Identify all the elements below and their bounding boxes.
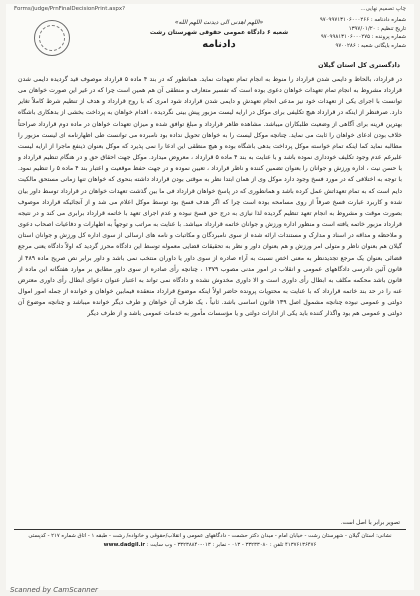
certified-copy-note: تصویر برابر با اصل است. [340,520,400,526]
url-bar [14,6,406,12]
verdict-number: شماره دادنامه : ۹۷۰۹۹۷۱۳۱۰۶۰۰۰۲۶۶ [319,17,406,23]
stamp-inner-ring [39,25,65,51]
footer-address: نشانی: استان گیلان - شهرستان رشت - خیابان امام - میدان دکتر حشمت - دادگاههای عمومی و انقلاب/حقوقی و خانواده/ رشت - طبقه ۱ - اتاق شماره ۲۱۷ - کدپستی [28,533,392,539]
issue-date: تاریخ تنظیم : ۱۳۹۷/۰۱/۲۰ [348,25,406,32]
case-number: شماره پرونده : ۹۷۰۹۹۸۱۳۱۰۶۰۰۰۲۷۵ [320,34,406,40]
document-page [6,4,414,590]
court-name: شعبه ۶ دادگاه عمومی حقوقی شهرستان رشت [149,29,289,36]
url-text: Forms/judge/PrnFinalDecisionPrint.aspx? [14,6,126,12]
verdict-body: در قرارداد، بالحاظ و دایمی شدن قرارداد را منوط به انجام تمام تعهدات نماید. همانطور که در بند ۴ ماده ۵ قرارداد موصوف قید گردیده دایمی شدن قرارداد مشروط به انجام تمام تعهدات خواهان دعوی بوده است که تفسیر متعارف و منطقی آن هم همین است چرا که در غیر این صورت خواهان می توانست با اجرای یکی از تعهدات خود نیز مدعی انجام تعهدش و دایمی شدن قرارداد شود امری که با روح قرارداد و هدف از تنظیم شرط کاملاً تغایر دارد. صرفنظر از اینکه در قرارداد هیچ تکلیفی برای موکل در ارایه لیست مزبور پیش بینی نگردیده ، اقدام خواهان به پرداخت بخشی از بدهکاری باشگاه بهترین قرینه برای آگاهی از وضعیت طلبکاران میباشد. مشاهده ظاهر قرارداد و مبلغ توافق شده و میزان تعهدات خواهان در ماده دوم قرارداد صراحتاً خلاف بودن ادعای خواهان را ثابت می نماید. چنانچه موکل لیست را به خواهان تحویل نداده بود نامبرده می توانست طی اظهارنامه ای لیست مزبور را مطالبه نماید کما اینکه تمام خواسته موکل پرداخت بدهی باشگاه بوده و هیچ منطقی این ادعا را نمی پذیرد که موکل بعنوان ذینفع ماجرا از ارایه لیست علیرغم عدم وجود تکلیف خودداری نموده باشد و با عنایت به بند ۴ ماده ۵ قرارداد ، معروض میدارد. موکل جهت احقاق حق و در هنگام تنظیم قرارداد و با حسن نیت ، اداره ورزش و جوانان را بعنوان تضمین کننده و ناظر قرارداد ، تعیین نموده و در جهت حفظ موقعیت و اعتبار بند ۴ ماده ۵ را تنظیم نمود. با توجه به اختلافی که در مورد فسخ وجود دارد موکل وی از همان ابتدا نظر به موقتی بودن قرارداد داشته بنحوی که خواهان تنها زمانی مستحق مالکیت دایم است که به تمام تعهداتش عمل کرده باشد و همانطوری که در پاسخ خواهان قرارداد فی ما بین گذشت تعهدات خواهان در قرارداد توسط داور بیان شده و کاربرد عبارت فسخ صرفاً از روی مسامحه بوده است چرا که اگر هدف فسخ بود توسط موکل اعلام می شد و از آنجائیکه قرارداد موصوف بصورت موقت و مشروط به انجام تعهد تنظیم گردیده لذا نیازی به درج حق فسخ نبوده و عدم اجرای تعهد با خاتمه قرارداد برابری می کند و در نتیجه قرارداد مزبور خاتمه یافته است و منظور اداره ورزش و جوانان خاتمه قرارداد میباشد. با عنایت به مراتب و توجهاً به اظهارات و دفاعیات اصحاب دعوی و ملاحظه و مداقه در اسناد و مدارک و مستندات ارائه شده از سوی نامبردگان و مکاتبات و نامه های ارسالی از سوی اداره کل ورزش و جوانان استان گیلان هم بعنوان ناظر و متولی امر ورزش و هم بعنوان داور و نظر به تحقیقات قضایی معموله توسط این دادگاه محرز گردید که اولاً دادگاه یعنی مرجع قضائی بعنوان یک مرجع تجدیدنظر به معنی اخص نسبت به آراء صادره از سوی داور یا داوران منتخب نمی باشد و داور برابر نص صریح ماده ۴۸۹ از قانون آئین دادرسی دادگاههای عمومی و انقلاب در امور مدنی مصوب ۱۳۷۹ ، چنانچه رأی صادره از سوی داور مطابق بر موارد هفتگانه این ماده از قانون باشد محکمه مکلف به ابطال رأی داوری است و الا داوری مخدوش نشده و دادگاه نمی تواند به اعتبار عنوان دعوای ابطال رأی داوری معترض عنه را در حد بند خاتمه قرارداد که با عنایت به محتویات پرونده حاضر اولاً اینکه موضوع قرارداد منعقده فیمابین خواهان و خوانده از جمله امور اموال دولتی و عمومی نبوده چنانچه مشمول اصل ۱۳۹ قانون اساسی باشد. ثانیاً ، یک طرف آن خواهان و طرف دیگر خوانده میباشد و چنانچه موضوع آن دولتی و عمومی هم بود واگذار کننده باید یکی از ادارات دولتی و یا مؤسسات مأمور به خدمات عمومی باشد و از طرف دیگر [18,76,402,318]
addressee: دادگستری کل استان گیلان [318,62,400,69]
footer-contact [14,541,406,550]
court-title-block [124,18,314,50]
footer-website: www.dadgil.ir [103,542,146,548]
header-quote: «اللهم اهدنی الی دیدنت اللهم الله» [174,19,264,26]
page-label: ...چاپ تصمیم نهایی [360,6,406,12]
scanner-watermark: Scanned by CamScanner [10,586,98,594]
document-title: دادنامه [202,39,236,50]
archive-number: شماره بایگانی شعبه : ۹۷۰۰۲۸۶ [335,42,406,49]
official-stamp-icon [34,20,70,56]
stamp-area [14,18,104,58]
footer-divider [14,529,406,530]
footer-phones: ۴۱۳۷۶۱۳۶۴۷۶ تلفن : ۳۳۲۳۳۰۸۰ - ۰۱۳ - نمابر : ۰۱۳-۳۳۲۳۸۸۴۰ - وب سایت : [146,542,317,548]
document-footer [14,532,406,550]
